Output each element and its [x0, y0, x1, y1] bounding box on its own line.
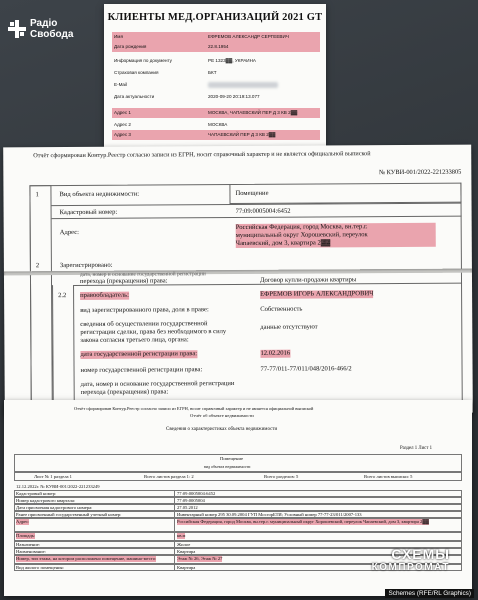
extract-row	[14, 532, 462, 541]
logo-line1: Радіо	[30, 18, 58, 29]
client-field-value: БКТ	[208, 70, 217, 75]
reg-date-label: дата государственной регистрации права:	[80, 350, 198, 358]
holder-label: правообладатель:	[80, 291, 129, 299]
client-field-value: МОСКВА, ЧАПАЕВСКИЙ ПЕР Д 3 КВ 2▓▓	[208, 110, 298, 115]
client-field-label: Имя	[114, 34, 123, 39]
sub-num: 2.2	[58, 292, 67, 300]
holder-value: ЕФРЕМОВ ИГОРЬ АЛЕКСАНДРОВИЧ	[260, 290, 374, 298]
extract-row-value: 77:09:0005004:6452	[177, 491, 216, 496]
transfer-value: Договор купли-продажи квартиры	[259, 276, 357, 284]
object-type-label: Вид объекта недвижимости:	[59, 190, 140, 199]
table-num-column	[29, 185, 52, 411]
object-type-value: Помещение	[235, 189, 269, 198]
consent-value: данные отсутствуют	[260, 323, 318, 331]
client-field-row	[112, 56, 320, 66]
address-value	[236, 223, 436, 248]
extract-row	[14, 497, 462, 504]
consent-line-1: сведения об осуществлении государственной	[80, 320, 208, 328]
sections-total: Всего разделов: 5	[264, 474, 299, 479]
basis-line-1: дата, номер и основание государственной регистрации	[80, 380, 235, 388]
extract-row-value: Жилое	[177, 542, 191, 547]
logo-line2: Свобода	[30, 29, 74, 40]
client-field-label: Страховая компания	[114, 70, 159, 75]
extract-col-divider	[174, 511, 175, 518]
extract-row-label: Вид жилого помещения:	[16, 565, 64, 570]
extract-row-label: Площадь:	[16, 533, 36, 538]
client-field-row	[112, 120, 320, 130]
extract-row-value: Российская Федерация, город Москва, вн.тер.г. муниципальный округ Хорошевский, переулок Чапаевский, дом 3, квартира 2▓▓	[177, 519, 430, 524]
clients-title: КЛИЕНТЫ МЕД.ОРГАНИЗАЦИЙ 2021 GT	[107, 12, 323, 23]
row1-num: 1	[35, 191, 39, 199]
extract-col-divider	[174, 497, 175, 504]
client-field-label: Дата актуальности	[114, 94, 155, 99]
watermark-line1: СХЕМЫ	[391, 546, 450, 562]
extract-row-label: Ранее присвоенный государственный учетный номер:	[16, 512, 122, 517]
client-field-value: 2020-09-20 20:19:13.077	[208, 94, 260, 99]
basis-label	[81, 380, 261, 397]
consent-line-2: регистрации сделки, права без необходимого в силу	[80, 328, 227, 336]
extract-row	[14, 490, 462, 497]
sheets-all: Всего листов выписки: 5	[364, 474, 413, 479]
registered-label: Зарегистрировано:	[59, 261, 113, 270]
cut-text: дата, номер и основание государственной регистрации	[79, 271, 206, 278]
extract-col-divider	[174, 518, 175, 532]
client-field-label: Адрес 2	[114, 122, 131, 127]
consent-line-3: закона согласия третьего лица, органа:	[80, 336, 189, 344]
extract-row-label: Дата присвоения кадастрового номера:	[16, 505, 93, 510]
client-field-value: ЕФРЕМОВ АЛЕКСАНДР СЕРГЕЕВИЧ	[208, 34, 289, 39]
client-field-label: Адрес 1	[114, 110, 131, 115]
client-field-row	[112, 130, 320, 140]
extract-row-value: Этаж № 26, Этаж № 27	[177, 556, 223, 561]
reg-num-value: 77-77/011-77/011/048/2016-466/2	[260, 365, 352, 373]
sheets-total: Всего листов раздела 1: 2	[144, 474, 194, 479]
kind-title: Помещение	[220, 456, 244, 461]
client-field-value: ЧАПАЕВСКИЙ ПЕР Д 3 КВ 2▓▓	[208, 132, 276, 137]
row2-num: 2	[35, 262, 40, 270]
extract-col-divider	[174, 548, 175, 555]
client-field-row	[112, 42, 320, 52]
extract-row-value: кв.м	[177, 533, 186, 538]
cadastral-label: Кадастровый номер:	[59, 208, 118, 217]
extract-date: 12.12.2022г. № КУВИ-001/2022-221233249	[16, 484, 100, 489]
extract-col-divider	[174, 555, 175, 564]
extract-row-label: Адрес:	[16, 519, 30, 524]
address-line-3: Чапаевский, дом 3, квартира 2▓▓	[235, 239, 331, 248]
client-field-label: Информация по документу	[114, 58, 172, 63]
schemes-kompromat-watermark	[371, 546, 452, 576]
extract-row-label: Кадастровый номер:	[16, 491, 57, 496]
kind-sub: вид объекта недвижимости	[204, 464, 251, 469]
client-field-row	[112, 68, 320, 78]
blurred-email	[208, 82, 278, 88]
basis-line-2: перехода (прекращения) права:	[80, 388, 169, 396]
sub-num-column	[52, 285, 75, 411]
extract-row-label: Номер, тип этажа, на котором расположено помещение, машино-место:	[16, 556, 157, 561]
client-field-value: 22.8.1954	[208, 44, 229, 49]
reg-date-value: 12.02.2016	[260, 349, 291, 357]
report-number: № КУВИ-001/2022-221233805	[378, 168, 462, 177]
watermark-line2: КОМПРОМАТ	[371, 562, 450, 573]
extract-col-divider	[174, 490, 175, 497]
extract-subheader: Отчёт об объекте недвижимости	[190, 413, 254, 418]
client-field-value: РЕ 1323▓▓, УКРАИНА	[208, 58, 256, 63]
extract-row-value: Квартира	[177, 549, 196, 554]
extract-row-value: 27.05.2012	[177, 505, 198, 510]
extract-col-divider	[174, 564, 175, 571]
image-credit: Schemes (RFE/RL Graphics)	[385, 589, 474, 598]
extract-header: Отчёт сформирован Контур.Реестр согласно записи из ЕГРН, носит справочный характер и не является официальной выпиской	[74, 406, 314, 411]
extract-row-value: Инвентарный номер 295 30.09.2004 ГУП МосгорБТИ; Условный номер 77-77-23/011/2007-133	[177, 512, 362, 517]
extract-col-divider	[174, 504, 175, 511]
client-field-label: E-Mail	[114, 82, 128, 87]
extract-row-label: Номер кадастрового квартала:	[16, 498, 76, 503]
address-line-2: муниципальный округ Хорошевский, переулок	[235, 231, 368, 240]
clients-document	[104, 4, 326, 154]
right-type-value: Собственность	[260, 305, 303, 313]
radio-svoboda-logo	[8, 18, 98, 58]
client-field-row	[112, 32, 320, 42]
section-title: Сведения о характеристиках объекта недвижимости	[166, 427, 278, 432]
address-label: Адрес:	[59, 228, 79, 237]
extract-row-label: Наименование:	[16, 549, 46, 554]
extract-row-value: Квартира	[177, 565, 196, 570]
transfer-label: перехода (прекращения) права:	[79, 277, 168, 285]
client-field-label: Дата рождения	[114, 44, 147, 49]
cadastral-value: 77:09:0005004:6452	[235, 207, 291, 216]
client-field-label: Адрес 3	[114, 132, 131, 137]
rfe-logo-icon	[8, 20, 26, 38]
extract-row-value: 77:09:0005004	[177, 498, 205, 503]
consent-label	[80, 320, 258, 345]
registry-report-document	[3, 145, 473, 416]
reg-num-label: номер государственной регистрации права:	[80, 366, 203, 374]
client-field-row	[112, 108, 320, 118]
client-field-value: МОСКВА	[208, 122, 228, 127]
address-line-1: Российская Федерация, город Москва, вн.тер.г.	[235, 223, 368, 232]
extract-col-divider	[174, 541, 175, 548]
client-field-row	[112, 80, 320, 90]
report-header: Отчёт сформирован Контур.Реестр согласно записи из ЕГРН, носит справочный характер и не является официальной выпиской	[33, 150, 371, 160]
right-type-label: вид зарегистрированного права, доля в праве:	[80, 306, 209, 314]
sheet-no: Лист № 1 раздела 1	[34, 474, 72, 479]
extract-row-label: Назначение:	[16, 542, 41, 547]
extract-col-divider	[174, 532, 175, 541]
section-label: Раздел 1 Лист 1	[400, 446, 433, 451]
client-field-row	[112, 92, 320, 102]
